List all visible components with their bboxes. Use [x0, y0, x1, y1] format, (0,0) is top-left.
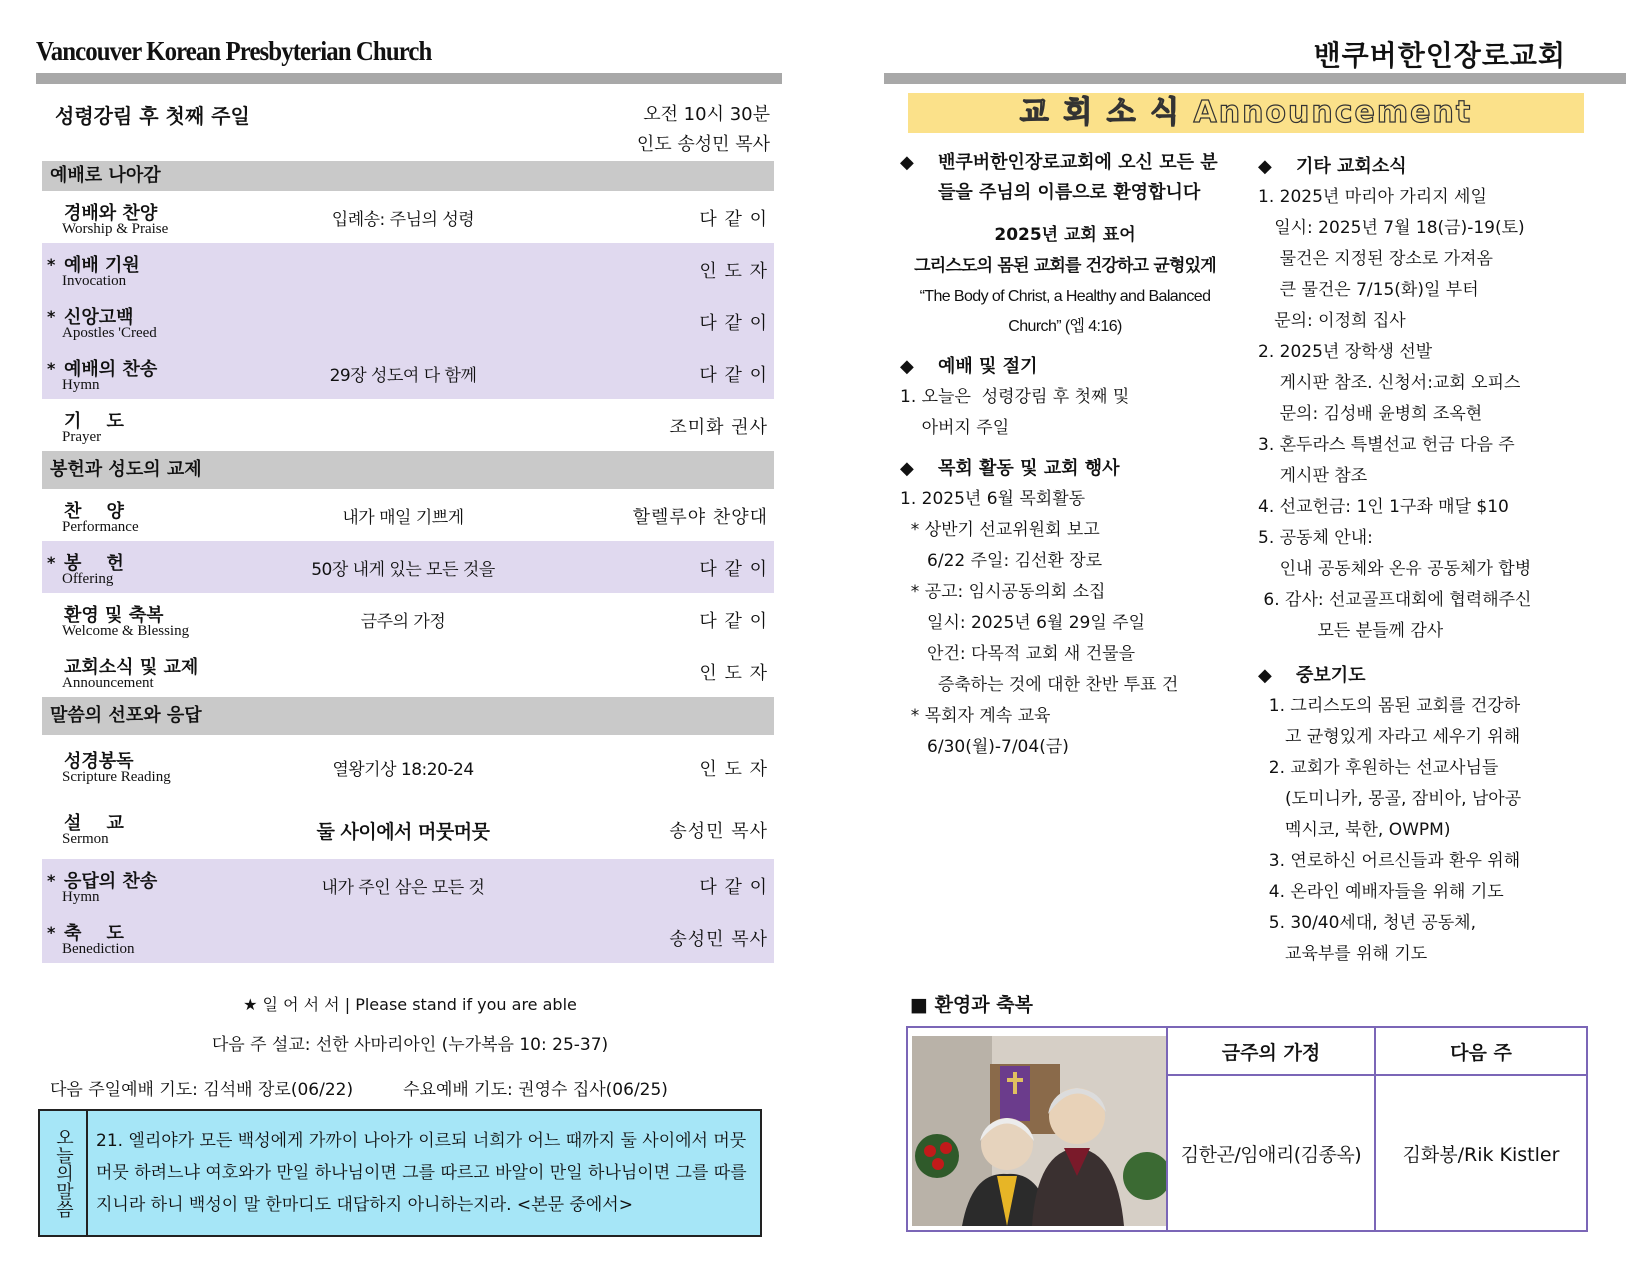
item-leader: 인 도 자 [699, 663, 768, 684]
church-name-korean: 밴쿠버한인장로교회 [1313, 39, 1566, 72]
item-korean: 신앙고백 [64, 307, 134, 328]
worship-order-row [42, 295, 774, 347]
item-english: Hymn [62, 889, 100, 905]
other-news-item: 4. 선교헌금: 1인 1구좌 매달 $10 [1258, 497, 1509, 517]
wednesday-prayer: 수요예배 기도: 권영수 집사(06/25) [403, 1080, 668, 1100]
item-leader: 다 같 이 [699, 209, 768, 230]
stand-note: ★ 일 어 서 서 | Please stand if you are able [243, 995, 577, 1014]
other-news-heading: ◆ 기타 교회소식 [1258, 152, 1598, 182]
activity-item: 증축하는 것에 대한 찬반 투표 건 [900, 675, 1179, 695]
item-leader: 다 같 이 [699, 559, 768, 580]
other-news-item: 일시: 2025년 7월 18(금)-19(토) [1258, 218, 1525, 238]
welcome-line: ◆ 밴쿠버한인장로교회에 오신 모든 분 [938, 152, 1218, 173]
other-news-item: 큰 물건은 7/15(화)일 부터 [1258, 280, 1479, 300]
worship-item: 1. 오늘은 성령강림 후 첫째 및 [900, 387, 1130, 407]
item-detail: 입례송: 주님의 성령 [331, 210, 475, 230]
required-stand-marker: * [47, 923, 56, 942]
family-photo [912, 1036, 1168, 1226]
item-english: Offering [62, 571, 114, 587]
worship-order-row [42, 191, 774, 243]
item-english: Sermon [62, 831, 109, 847]
other-news-item: 게시판 참조 [1258, 466, 1368, 486]
worship-order-row [42, 735, 774, 797]
item-detail: 50장 내게 있는 모든 것을 [311, 560, 495, 580]
item-leader: 인 도 자 [699, 261, 768, 282]
intercession-item: 2. 교회가 후원하는 선교사님들 [1258, 758, 1499, 778]
item-korean: 성경봉독 [64, 751, 134, 772]
intercession-item: 1. 그리스도의 몸된 교회를 건강하 [1258, 696, 1521, 716]
intercession-item: 3. 연로하신 어르신들과 환우 위해 [1258, 851, 1521, 871]
todays-word-label: 오늘의말씀 [40, 1111, 88, 1235]
motto-english: “The Body of Christ, a Healthy and Balanced [919, 288, 1211, 305]
other-news-item: 모든 분들께 감사 [1258, 621, 1444, 641]
intercession-item: (도미니카, 몽골, 잠비아, 남아공 [1258, 789, 1522, 809]
service-time [637, 100, 770, 160]
next-sunday-prayer: 다음 주일예배 기도: 김석배 장로(06/22) [50, 1080, 354, 1100]
intercession-item: 4. 온라인 예배자들을 위해 기도 [1258, 882, 1504, 902]
worship-list [900, 382, 1230, 444]
worship-item: 아버지 주일 [900, 418, 1010, 438]
item-detail: 금주의 가정 [360, 612, 446, 632]
item-leader: 인 도 자 [699, 759, 768, 780]
worship-order-row [42, 859, 774, 911]
activity-item: * 상반기 선교위원회 보고 [900, 520, 1100, 540]
item-leader: 다 같 이 [699, 611, 768, 632]
next-week-header: 다음 주 [1374, 1028, 1586, 1076]
item-detail: 29장 성도여 다 함께 [329, 366, 477, 386]
activity-item: 일시: 2025년 6월 29일 주일 [900, 613, 1146, 633]
item-korean: 경배와 찬양 [64, 203, 158, 224]
intercession-item: 멕시코, 북한, OWPM) [1258, 820, 1451, 840]
other-news-item: 5. 공동체 안내: [1258, 528, 1373, 548]
welcome-line: 들을 주님의 이름으로 환영합니다 [938, 182, 1201, 203]
required-stand-marker: * [47, 871, 56, 890]
right-header-rule [884, 73, 1626, 84]
section-heading: 봉헌과 성도의 교제 [42, 451, 774, 489]
item-korean: 예배의 찬송 [64, 359, 158, 380]
intercession-heading: ◆ 중보기도 [1258, 661, 1598, 691]
sunday-title: 성령강림 후 첫째 주일 [55, 104, 250, 128]
activity-heading: ◆ 목회 활동 및 교회 행사 [900, 454, 1230, 484]
motto-english: Church” (엡 4:16) [1008, 318, 1122, 335]
todays-word-text: 21. 엘리야가 모든 백성에게 가까이 나아가 이르되 너희가 어느 때까지 둘 사이에서 머뭇머뭇 하려느냐 여호와가 만일 하나님이면 그를 따르고 바알이 만일 하나님이면 그를 따를지니라 하니 백성이 말 한마디도 대답하지 아니하는지라. <본문 중에서> [96, 1131, 747, 1215]
announcements-column-2 [1258, 152, 1598, 970]
worship-order-row [42, 243, 774, 295]
order-of-worship [42, 161, 774, 963]
item-korean: 응답의 찬송 [64, 871, 158, 892]
welcome-section-heading: ■ 환영과 축복 [910, 994, 1033, 1016]
left-header-rule [36, 73, 782, 84]
activity-item: * 목회자 계속 교육 [900, 706, 1051, 726]
next-week-value: 김화봉/Rik Kistler [1374, 1076, 1586, 1230]
item-english: Apostles 'Creed [62, 325, 157, 341]
announcements-column-1 [900, 148, 1230, 763]
next-sermon: 다음 주 설교: 선한 사마리아인 (누가복음 10: 25-37) [211, 1035, 609, 1055]
activity-item: 6/30(월)-7/04(금) [900, 737, 1069, 757]
service-time-text: 오전 10시 30분 [643, 104, 770, 125]
required-stand-marker: * [47, 553, 56, 572]
item-korean: 봉 헌 [64, 553, 124, 574]
intercession-item: 고 균형있게 자라고 세우기 위해 [1258, 727, 1521, 747]
intercession-item: 5. 30/40세대, 청년 공동체, [1258, 913, 1476, 933]
item-leader: 다 같 이 [699, 313, 768, 334]
item-korean: 예배 기원 [64, 255, 140, 276]
other-news-item: 2. 2025년 장학생 선발 [1258, 342, 1433, 362]
service-leader: 인도 송성민 목사 [636, 134, 770, 155]
required-stand-marker: * [47, 307, 56, 326]
item-english: Prayer [62, 429, 102, 445]
other-news-item: 물건은 지정된 장소로 가져옴 [1258, 249, 1493, 269]
item-leader: 다 같 이 [699, 877, 768, 898]
item-korean: 기 도 [64, 411, 124, 432]
item-detail: 열왕기상 18:20-24 [332, 760, 474, 780]
activity-list [900, 484, 1230, 763]
item-english: Invocation [62, 273, 127, 289]
item-korean: 찬 양 [64, 501, 124, 522]
item-english: Benediction [62, 941, 135, 957]
worship-order-row [42, 593, 774, 645]
item-detail: 내가 매일 기쁘게 [342, 508, 464, 528]
worship-order-row [42, 489, 774, 541]
other-news-item: 1. 2025년 마리아 가리지 세일 [1258, 187, 1487, 207]
other-news-item: 인내 공동체와 온유 공동체가 합병 [1258, 559, 1532, 579]
item-english: Welcome & Blessing [62, 623, 190, 639]
item-leader: 조미화 권사 [669, 417, 768, 438]
item-english: Announcement [62, 675, 154, 691]
other-news-item: 3. 혼두라스 특별선교 헌금 다음 주 [1258, 435, 1515, 455]
worship-order-row [42, 645, 774, 697]
worship-order-row [42, 347, 774, 399]
required-stand-marker: * [47, 359, 56, 378]
item-english: Performance [62, 519, 139, 535]
todays-word-box [38, 1109, 762, 1237]
prayer-schedule [50, 1075, 668, 1100]
item-leader: 송성민 목사 [669, 821, 768, 842]
worship-heading: ◆ 예배 및 절기 [900, 352, 1230, 382]
item-korean: 축 도 [64, 923, 124, 944]
worship-order-row [42, 911, 774, 963]
item-korean: 설 교 [64, 813, 124, 834]
family-of-week-value: 김한곤/임애리(김종옥) [1166, 1076, 1374, 1230]
family-of-week-header: 금주의 가정 [1166, 1028, 1374, 1076]
motto-title: 2025년 교회 표어 [994, 225, 1136, 245]
worship-order-row [42, 797, 774, 859]
activity-item: 6/22 주일: 김선환 장로 [900, 551, 1103, 571]
section-heading: 말씀의 선포와 응답 [42, 697, 774, 735]
activity-item: 1. 2025년 6월 목회활동 [900, 489, 1086, 509]
other-news-item: 게시판 참조. 신청서:교회 오피스 [1258, 373, 1521, 393]
motto-korean: 그리스도의 몸된 교회를 건강하고 균형있게 [914, 256, 1216, 276]
item-leader: 송성민 목사 [669, 929, 768, 950]
welcome-bullet [900, 148, 1230, 208]
section-heading: 예배로 나아감 [42, 161, 774, 191]
church-name-english: Vancouver Korean Presbyterian Church [36, 36, 432, 66]
other-news-item: 문의: 이정희 집사 [1258, 311, 1406, 331]
item-english: Worship & Praise [62, 221, 169, 237]
item-korean: 교회소식 및 교제 [64, 657, 199, 678]
item-detail: 내가 주인 삼은 모든 것 [321, 878, 485, 898]
other-news-list [1258, 182, 1598, 647]
item-detail: 둘 사이에서 머뭇머뭇 [316, 821, 490, 843]
activity-item: * 공고: 임시공동의회 소집 [900, 582, 1106, 602]
item-korean: 환영 및 축복 [64, 605, 164, 626]
intercession-item: 교육부를 위해 기도 [1258, 944, 1428, 964]
welcome-table [906, 1026, 1588, 1232]
worship-order-row [42, 541, 774, 593]
activity-item: 안건: 다목적 교회 새 건물을 [900, 644, 1136, 664]
intercession-list [1258, 691, 1598, 970]
other-news-item: 6. 감사: 선교골프대회에 협력해주신 [1258, 590, 1532, 610]
item-leader: 다 같 이 [699, 365, 768, 386]
item-english: Scripture Reading [62, 769, 171, 785]
other-news-item: 문의: 김성배 윤병희 조옥현 [1258, 404, 1483, 424]
announcement-banner: 교 회 소 식 Announcement [908, 93, 1584, 133]
item-leader: 할렐루야 찬양대 [632, 507, 768, 528]
worship-order-row [42, 399, 774, 451]
required-stand-marker: * [47, 255, 56, 274]
item-english: Hymn [62, 377, 100, 393]
